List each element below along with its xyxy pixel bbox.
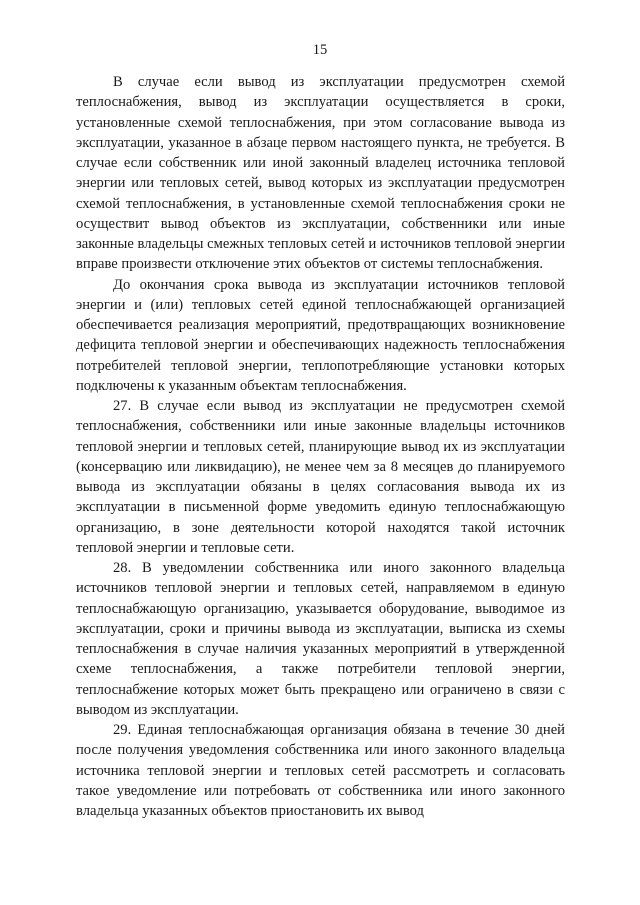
page-number: 15 [312,42,328,58]
paragraph-2: До окончания срока вывода из эксплуатации источников тепловой энергии и (или) тепловых сетей единой теплоснабжающей организацией обеспечивается реализация мероприятий, предотвращающих возникновение дефицита тепловой энергии и обеспечивающих надежность теплоснабжения потребителей тепловой энергии, теплопотребляющие установки которых подключены к указанным объектам теплоснабжения. [76,276,565,394]
document-body [76,72,565,821]
paragraph-1: В случае если вывод из эксплуатации предусмотрен схемой теплоснабжения, вывод из эксплуатации осуществляется в сроки, установленные схемой теплоснабжения, при этом согласование вывода из эксплуатации, указанное в абзаце первом настоящего пункта, не требуется. В случае если собственник или иной законный владелец источника тепловой энергии или тепловых сетей, вывод которых из эксплуатации предусмотрен схемой теплоснабжения, в установленные схемой теплоснабжения сроки не осуществит вывод объектов из эксплуатации, собственники или иные законные владельцы смежных тепловых сетей и источников тепловой энергии вправе произвести отключение этих объектов от системы теплоснабжения. [76,74,565,273]
paragraph-27: 27. В случае если вывод из эксплуатации не предусмотрен схемой теплоснабжения, собственники или иные законные владельцы источников тепловой энергии и тепловых сетей, планирующие вывод их из эксплуатации (консервацию или ликвидацию), не менее чем за 8 месяцев до планируемого вывода из эксплуатации обязаны в целях согласования вывода их из эксплуатации в письменной форме уведомить единую теплоснабжающую организацию, в зоне деятельности которой находятся такой источник тепловой энергии и тепловые сети. [76,398,565,556]
paragraph-29: 29. Единая теплоснабжающая организация обязана в течение 30 дней после получения уведомления собственника или иного законного владельца источника тепловой энергии и тепловых сетей рассмотреть и согласовать такое уведомление или потребовать от собственника или иного законного владельца указанных объектов приостановить их вывод [76,722,565,819]
paragraph-28: 28. В уведомлении собственника или иного законного владельца источников тепловой энергии и тепловых сетей, направляемом в единую теплоснабжающую организацию, указывается оборудование, выводимое из эксплуатации, сроки и причины вывода из эксплуатации, выписка из схемы теплоснабжения в случае наличия указанных мероприятий в утвержденной схеме теплоснабжения, а также потребители тепловой энергии, теплоснабжение которых может быть прекращено или ограничено в связи с выводом из эксплуатации. [76,560,565,718]
